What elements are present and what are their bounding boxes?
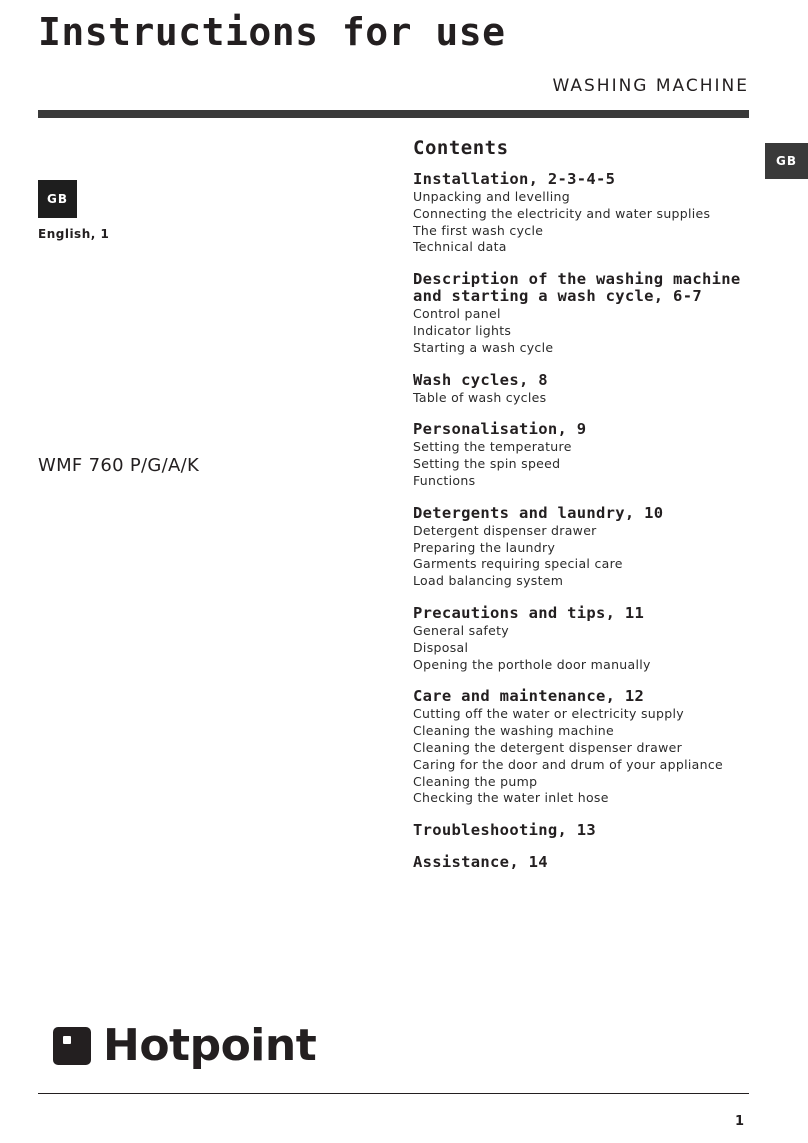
section-item: Caring for the door and drum of your appliance <box>413 756 723 772</box>
section-title: Description of the washing machine and starting a wash cycle, 6-7 <box>413 270 741 306</box>
bottom-divider <box>38 1093 749 1094</box>
contents-section <box>413 854 758 871</box>
document-title: Instructions for use <box>38 10 506 54</box>
section-title: Care and maintenance, 12 <box>413 687 645 706</box>
section-item: Control panel <box>413 306 501 322</box>
section-item: Disposal <box>413 639 469 655</box>
contents-section <box>413 822 758 839</box>
section-item: Cleaning the pump <box>413 773 538 789</box>
section-item: General safety <box>413 622 509 638</box>
section-title: Personalisation, 9 <box>413 420 587 439</box>
top-divider <box>38 110 749 118</box>
section-item-list <box>413 623 758 673</box>
contents-heading: Contents <box>413 137 509 159</box>
table-of-contents <box>413 137 758 886</box>
section-title: Assistance, 14 <box>413 853 548 872</box>
section-item: Unpacking and levelling <box>413 189 570 204</box>
section-item: Starting a wash cycle <box>413 339 554 355</box>
contents-sections <box>413 171 758 871</box>
contents-section <box>413 421 758 489</box>
section-item: Checking the water inlet hose <box>413 790 609 806</box>
section-item-list <box>413 706 758 807</box>
section-item: Detergent dispenser drawer <box>413 522 597 538</box>
section-item: Load balancing system <box>413 573 564 589</box>
section-item: Setting the spin speed <box>413 456 561 472</box>
language-side-tab: GB <box>765 143 808 179</box>
page-number: 1 <box>734 1114 744 1129</box>
brand-name: Hotpoint <box>103 1020 317 1071</box>
section-title: Troubleshooting, 13 <box>413 821 597 840</box>
language-page-reference: English, 1 <box>38 227 110 241</box>
section-item-list <box>413 390 758 407</box>
section-title: Installation, 2-3-4-5 <box>413 170 616 188</box>
contents-section <box>413 271 758 356</box>
contents-section <box>413 605 758 673</box>
section-item: Cleaning the washing machine <box>413 723 615 739</box>
section-item-list <box>413 306 758 356</box>
section-item: Setting the temperature <box>413 439 572 455</box>
section-item: Preparing the laundry <box>413 539 556 555</box>
section-item: Table of wash cycles <box>413 389 547 405</box>
contents-section <box>413 505 758 590</box>
section-title: Detergents and laundry, 10 <box>413 503 664 522</box>
section-item: Cutting off the water or electricity supply <box>413 706 684 722</box>
section-item: Garments requiring special care <box>413 556 623 572</box>
section-item: Indicator lights <box>413 322 512 338</box>
hotpoint-square-mark-icon <box>53 1027 91 1065</box>
section-item: Technical data <box>413 239 507 255</box>
section-item: Functions <box>413 472 476 488</box>
contents-section <box>413 171 758 256</box>
section-item-list <box>413 189 758 256</box>
section-item: Connecting the electricity and water supplies <box>413 205 711 221</box>
section-title: Wash cycles, 8 <box>413 370 548 389</box>
contents-section <box>413 372 758 407</box>
section-title: Precautions and tips, 11 <box>413 603 645 622</box>
brand-logo <box>53 1020 317 1071</box>
contents-section <box>413 688 758 807</box>
section-item: Cleaning the detergent dispenser drawer <box>413 739 683 755</box>
section-item: Opening the porthole door manually <box>413 656 651 672</box>
document-subtitle: WASHING MACHINE <box>552 76 749 96</box>
section-item-list <box>413 439 758 489</box>
section-item-list <box>413 523 758 590</box>
section-item: The first wash cycle <box>413 222 544 238</box>
language-badge: GB <box>38 180 77 218</box>
model-number: WMF 760 P/G/A/K <box>38 455 200 476</box>
